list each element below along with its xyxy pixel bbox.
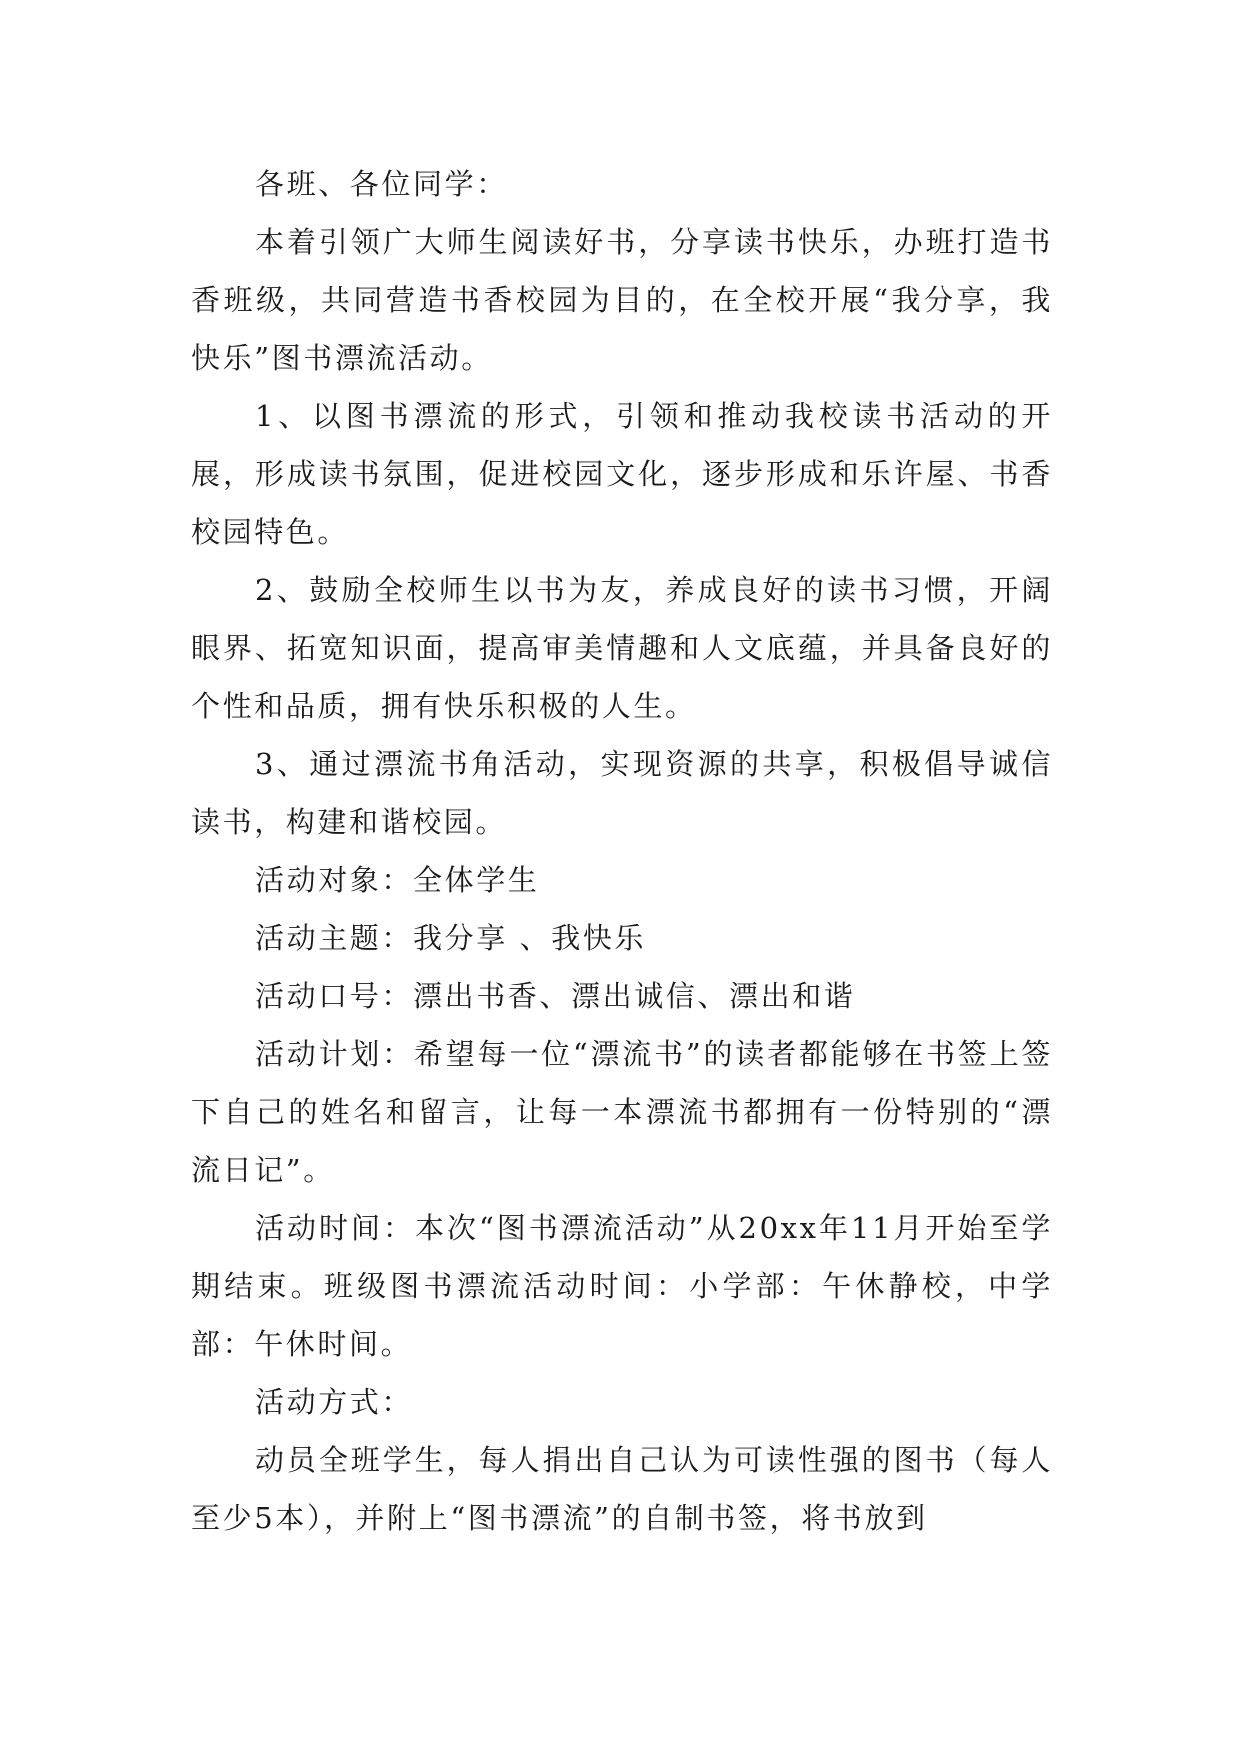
paragraph-activity-method: 动员全班学生，每人捐出自己认为可读性强的图书（每人至少5本），并附上“图书漂流”的自制书签，将书放到	[191, 1443, 1053, 1535]
paragraph-activity-method-heading: 活动方式：	[255, 1385, 414, 1419]
document-body	[191, 155, 1053, 1547]
paragraph-activity-target: 活动对象：全体学生	[255, 863, 540, 897]
paragraph-activity-plan: 活动计划：希望每一位“漂流书”的读者都能够在书签上签下自己的姓名和留言，让每一本漂流书都拥有一份特别的“漂流日记”。	[191, 1037, 1053, 1187]
paragraph-activity-time: 活动时间：本次“图书漂流活动”从20xx年11月开始至学期结束。班级图书漂流活动时间：小学部：午休静校，中学部：午休时间。	[191, 1211, 1053, 1361]
paragraph-goal-1: 1、以图书漂流的形式，引领和推动我校读书活动的开展，形成读书氛围，促进校园文化，逐步形成和乐许屋、书香校园特色。	[191, 399, 1053, 549]
paragraph-purpose: 本着引领广大师生阅读好书，分享读书快乐，办班打造书香班级，共同营造书香校园为目的，在全校开展“我分享，我快乐”图书漂流活动。	[191, 225, 1053, 375]
paragraph-greeting: 各班、各位同学：	[255, 167, 508, 201]
paragraph-activity-theme: 活动主题：我分享 、我快乐	[255, 921, 647, 955]
paragraph-goal-3: 3、通过漂流书角活动，实现资源的共享，积极倡导诚信读书，构建和谐校园。	[191, 747, 1053, 839]
paragraph-activity-slogan: 活动口号：漂出书香、漂出诚信、漂出和谐	[255, 979, 856, 1013]
paragraph-goal-2: 2、鼓励全校师生以书为友，养成良好的读书习惯，开阔眼界、拓宽知识面，提高审美情趣和人文底蕴，并具备良好的个性和品质，拥有快乐积极的人生。	[191, 573, 1053, 723]
